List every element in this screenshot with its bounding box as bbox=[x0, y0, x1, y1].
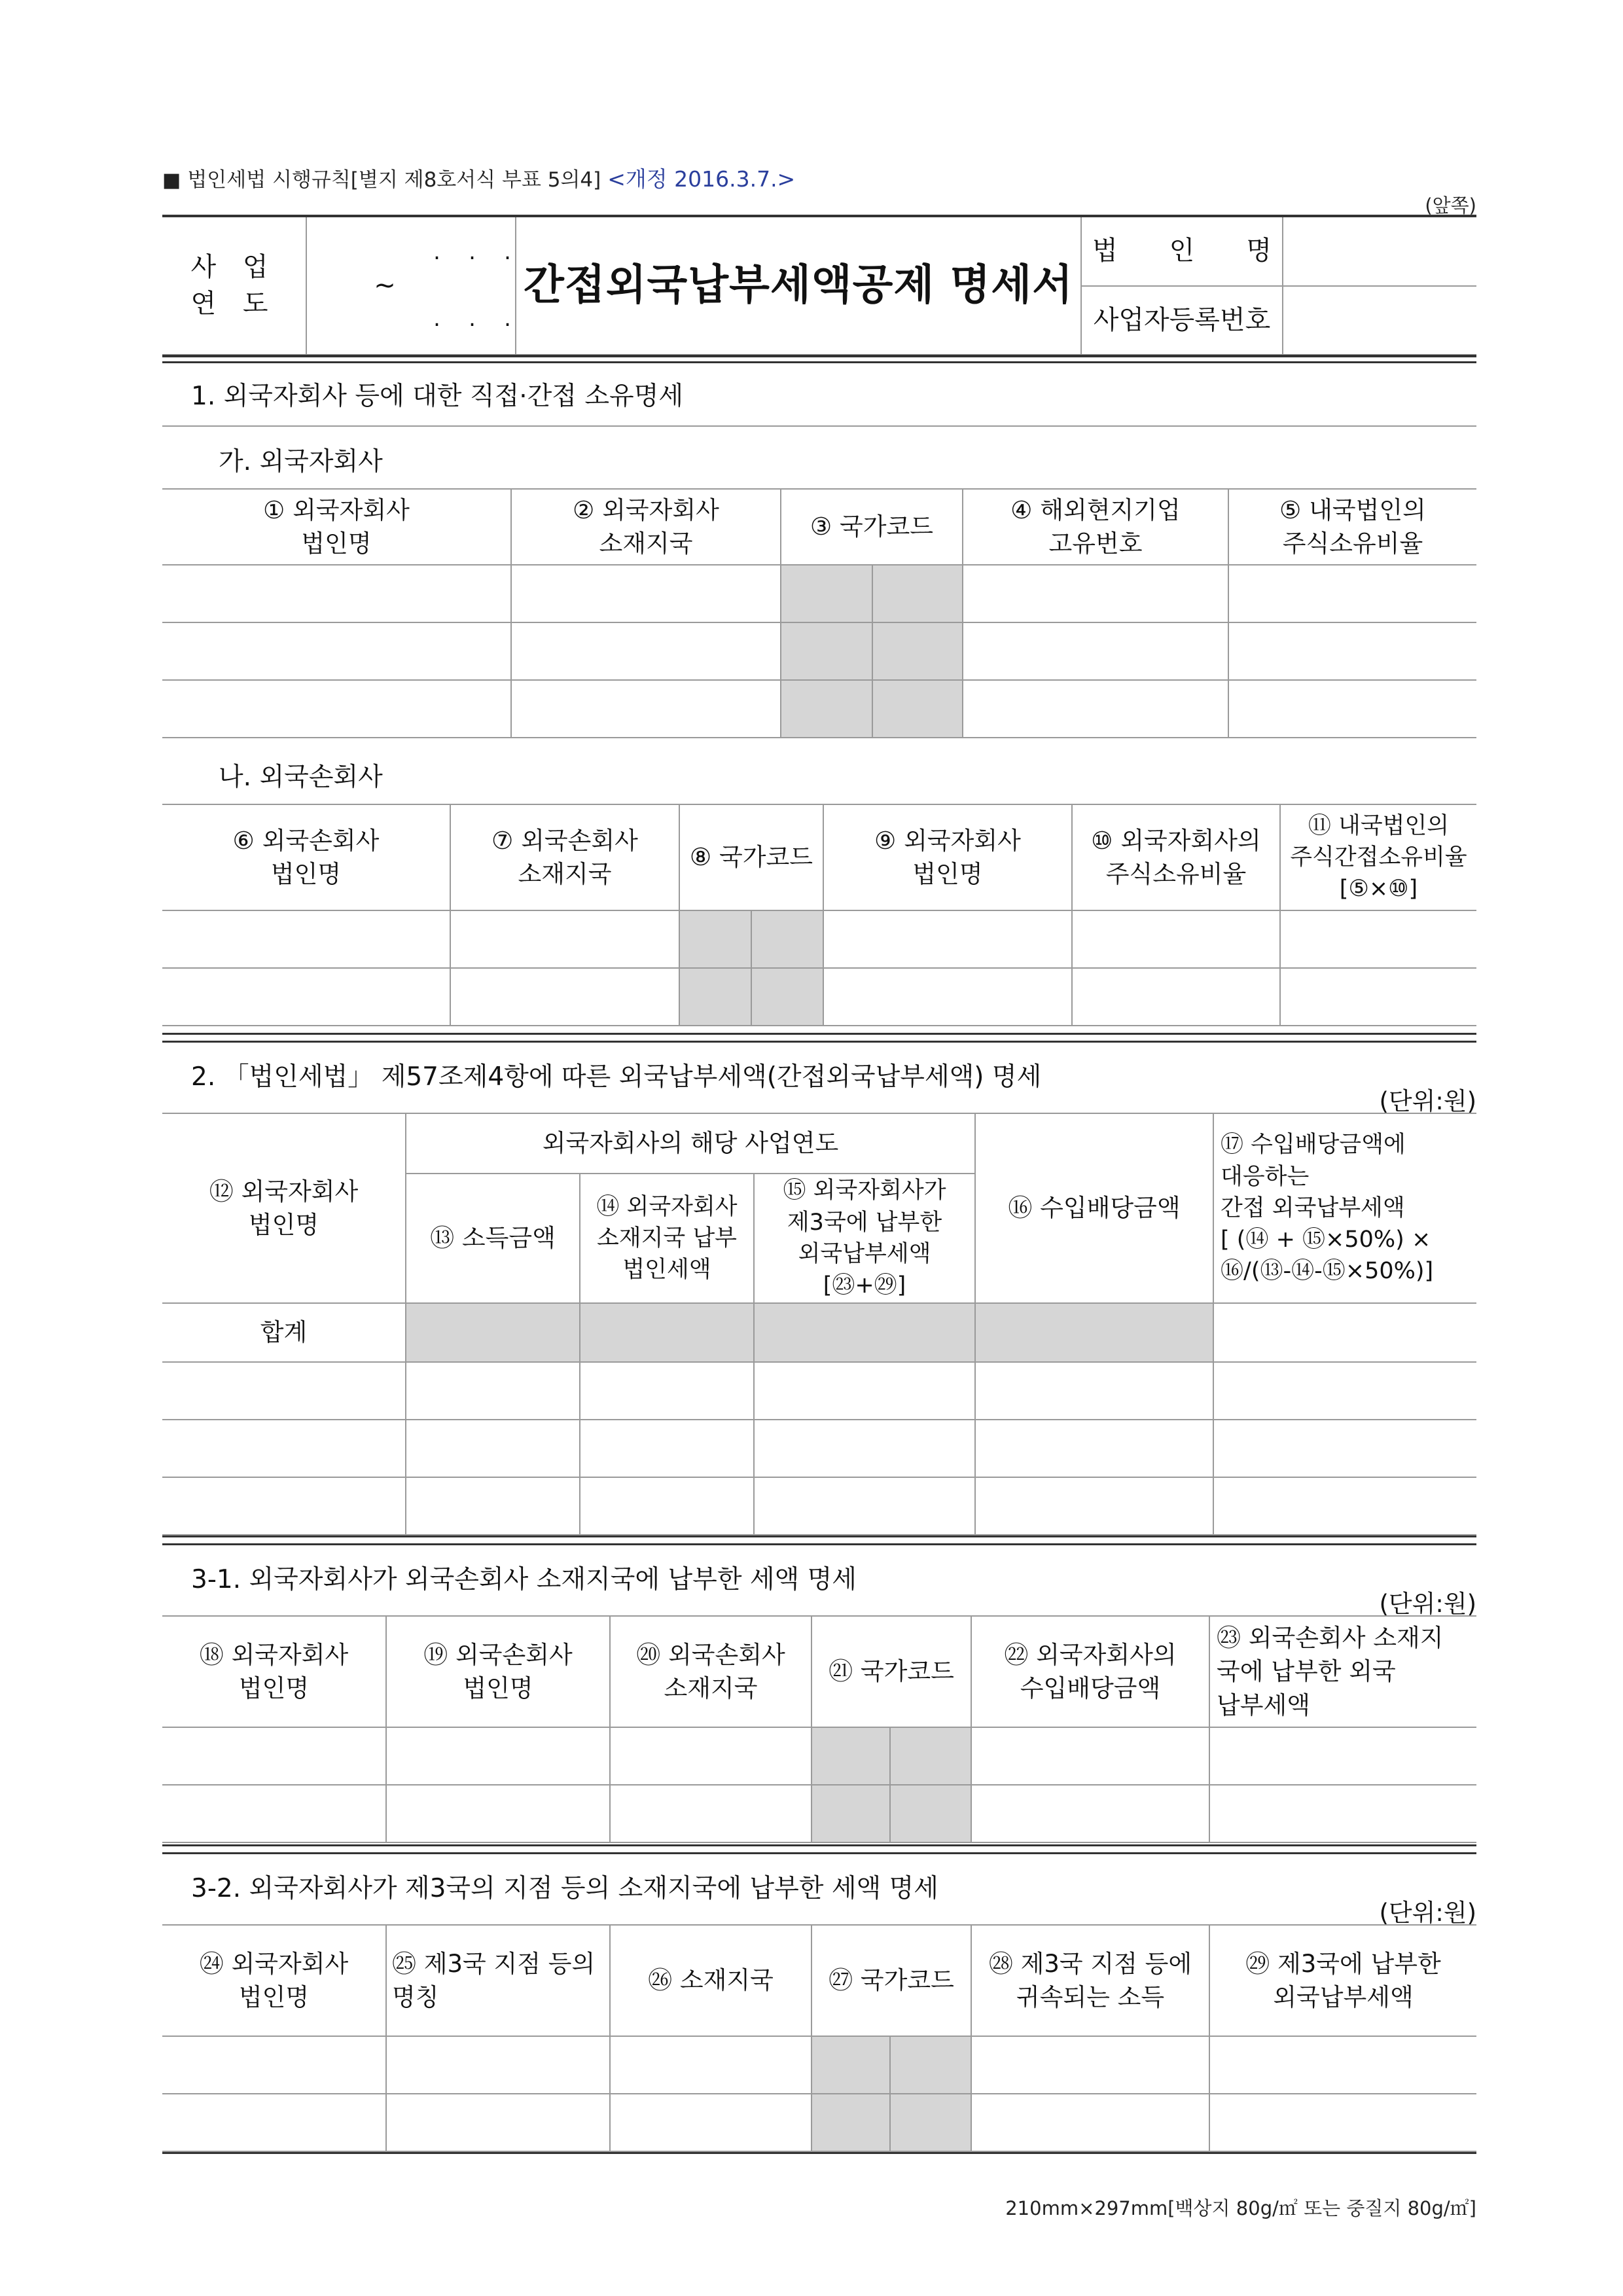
table-cell[interactable] bbox=[610, 1727, 812, 1785]
col25-header bbox=[386, 1925, 610, 2036]
col10-header bbox=[1072, 804, 1280, 910]
col11-header bbox=[1280, 804, 1476, 910]
country-code-cell[interactable] bbox=[872, 680, 963, 738]
total-cell[interactable] bbox=[975, 1303, 1213, 1362]
table-cell[interactable] bbox=[511, 565, 781, 622]
col28-label: ㉘ 제3국 지점 등에 귀속되는 소득 bbox=[988, 1949, 1192, 2011]
table-row bbox=[162, 2036, 1476, 2094]
country-code-cell[interactable] bbox=[781, 565, 872, 622]
country-code-cell[interactable] bbox=[812, 2036, 890, 2094]
col1-label: ① 외국자회사 법인명 bbox=[263, 495, 410, 558]
col19-header bbox=[386, 1616, 610, 1727]
table-row bbox=[162, 622, 1476, 680]
col20-label: ⑳ 외국손회사 소재지국 bbox=[636, 1640, 785, 1702]
table-cell[interactable] bbox=[1209, 1727, 1476, 1785]
table-cell[interactable] bbox=[971, 1727, 1209, 1785]
table-cell[interactable] bbox=[754, 1477, 975, 1535]
foreign-grandchild-table bbox=[162, 804, 1476, 1026]
country-code-cell[interactable] bbox=[751, 910, 823, 968]
col4-label: ④ 해외현지기업 고유번호 bbox=[1010, 495, 1181, 558]
table-cell[interactable] bbox=[162, 968, 450, 1026]
col1-header bbox=[162, 489, 511, 565]
table-cell[interactable] bbox=[162, 1362, 406, 1420]
col21-header bbox=[812, 1616, 971, 1727]
col26-label: ㉖ 소재지국 bbox=[648, 1966, 774, 1995]
table-cell[interactable] bbox=[1209, 2036, 1476, 2094]
col9-header bbox=[823, 804, 1072, 910]
period-tilde: ~ bbox=[374, 270, 396, 300]
period-label-line2: 연 도 bbox=[190, 288, 277, 319]
country-code-cell[interactable] bbox=[679, 910, 751, 968]
table-cell[interactable] bbox=[162, 1785, 386, 1842]
table-cell[interactable] bbox=[580, 1420, 754, 1477]
table-cell[interactable] bbox=[386, 2094, 610, 2151]
table-cell[interactable] bbox=[162, 1477, 406, 1535]
table-cell[interactable] bbox=[162, 2036, 386, 2094]
col14-header bbox=[580, 1174, 754, 1303]
col29-header bbox=[1209, 1925, 1476, 2036]
col23-label: ㉓ 외국손회사 소재지 국에 납부한 외국 납부세액 bbox=[1217, 1624, 1444, 1719]
section-divider bbox=[162, 1033, 1476, 1035]
table-cell[interactable] bbox=[610, 1785, 812, 1842]
table-cell[interactable] bbox=[386, 1727, 610, 1785]
paper-spec: 210mm×297mm[백상지 80g/㎡ 또는 중질지 80g/㎡] bbox=[1005, 2197, 1476, 2219]
total-cell[interactable] bbox=[1213, 1303, 1476, 1362]
table-row bbox=[162, 910, 1476, 968]
section-divider bbox=[162, 1535, 1476, 1537]
table-cell[interactable] bbox=[971, 2094, 1209, 2151]
table-cell[interactable] bbox=[1228, 680, 1476, 738]
square-bullet-icon: ■ bbox=[162, 169, 181, 192]
revision-note: <개정 2016.3.7.> bbox=[607, 166, 796, 192]
country-code-cell[interactable] bbox=[812, 1727, 890, 1785]
period-to: . . . bbox=[433, 306, 511, 332]
section2-title: 2. 「법인세법」 제57조제4항에 따른 외국납부세액(간접외국납부세액) 명세 bbox=[191, 1062, 1042, 1092]
col3-label: ③ 국가코드 bbox=[810, 512, 933, 541]
table-cell[interactable] bbox=[450, 968, 679, 1026]
table-cell[interactable] bbox=[162, 1727, 386, 1785]
business-year-period[interactable] bbox=[306, 217, 516, 355]
col22-label: ㉒ 외국자회사의 수입배당금액 bbox=[1004, 1640, 1177, 1702]
col10-label: ⑩ 외국자회사의 주식소유비율 bbox=[1091, 826, 1261, 888]
col7-header bbox=[450, 804, 679, 910]
col12-label: ⑫ 외국자회사 법인명 bbox=[209, 1177, 359, 1239]
col15-header bbox=[754, 1174, 975, 1303]
section1-sub-a-title: 가. 외국자회사 bbox=[219, 447, 383, 476]
table-cell[interactable] bbox=[754, 1362, 975, 1420]
col12-header bbox=[162, 1113, 406, 1303]
total-label: 합계 bbox=[162, 1303, 406, 1362]
business-year-label bbox=[162, 217, 306, 355]
table-cell[interactable] bbox=[610, 2036, 812, 2094]
country-code-cell[interactable] bbox=[890, 2094, 971, 2151]
legal-basis-line bbox=[162, 162, 795, 193]
country-code-cell[interactable] bbox=[812, 2094, 890, 2151]
legal-basis: 법인세법 시행규칙[별지 제8호서식 부표 5의4] bbox=[187, 168, 601, 192]
table-cell[interactable] bbox=[1280, 910, 1476, 968]
section-divider-double bbox=[162, 1041, 1476, 1043]
table-cell[interactable] bbox=[162, 622, 511, 680]
section32-title: 3-2. 외국자회사가 제3국의 지점 등의 소재지국에 납부한 세액 명세 bbox=[191, 1874, 938, 1903]
header-divider-double bbox=[162, 361, 1476, 363]
country-code-cell[interactable] bbox=[751, 968, 823, 1026]
table-row bbox=[162, 1727, 1476, 1785]
col16-header bbox=[975, 1113, 1213, 1303]
table-row bbox=[162, 1785, 1476, 1842]
table-cell[interactable] bbox=[754, 1420, 975, 1477]
country-code-cell[interactable] bbox=[890, 2036, 971, 2094]
table-cell[interactable] bbox=[1228, 565, 1476, 622]
col6-header bbox=[162, 804, 450, 910]
section32-unit: (단위:원) bbox=[1379, 1899, 1476, 1927]
country-code-cell[interactable] bbox=[781, 680, 872, 738]
col16-label: ⑯ 수입배당금액 bbox=[1008, 1194, 1181, 1223]
col9-label: ⑨ 외국자회사 법인명 bbox=[874, 826, 1021, 888]
table-cell[interactable] bbox=[975, 1362, 1213, 1420]
col13-header bbox=[406, 1174, 580, 1303]
table-cell[interactable] bbox=[580, 1362, 754, 1420]
country-code-cell[interactable] bbox=[812, 1785, 890, 1842]
country-code-cell[interactable] bbox=[890, 1785, 971, 1842]
col27-label: ㉗ 국가코드 bbox=[829, 1966, 954, 1995]
table-cell[interactable] bbox=[971, 2036, 1209, 2094]
group-header: 외국자회사의 해당 사업연도 bbox=[406, 1113, 975, 1174]
total-cell[interactable] bbox=[580, 1303, 754, 1362]
col5-label: ⑤ 내국법인의 주식소유비율 bbox=[1279, 495, 1426, 558]
table-row bbox=[162, 1420, 1476, 1477]
form-title: 간접외국납부세액공제 명세서 bbox=[516, 217, 1081, 355]
table-cell[interactable] bbox=[1072, 968, 1280, 1026]
table-row bbox=[162, 565, 1476, 622]
table-cell[interactable] bbox=[580, 1477, 754, 1535]
table-cell[interactable] bbox=[406, 1477, 580, 1535]
table-cell[interactable] bbox=[610, 2094, 812, 2151]
section31-title: 3-1. 외국자회사가 외국손회사 소재지국에 납부한 세액 명세 bbox=[191, 1565, 857, 1594]
table-cell[interactable] bbox=[1280, 968, 1476, 1026]
col8-label: ⑧ 국가코드 bbox=[690, 843, 813, 872]
col11-label: ⑪ 내국법인의 주식간접소유비율 [⑤×⑩] bbox=[1290, 812, 1467, 903]
table-row bbox=[162, 680, 1476, 738]
table-cell[interactable] bbox=[963, 565, 1228, 622]
col23-header bbox=[1209, 1616, 1476, 1727]
col29-label: ㉙ 제3국에 납부한 외국납부세액 bbox=[1245, 1949, 1441, 2011]
country-code-cell[interactable] bbox=[872, 622, 963, 680]
section-divider-double bbox=[162, 1543, 1476, 1545]
col15-label: ⑮ 외국자회사가 제3국에 납부한 외국납부세액 [㉓+㉙] bbox=[783, 1177, 946, 1299]
table-cell[interactable] bbox=[450, 910, 679, 968]
table-cell[interactable] bbox=[823, 968, 1072, 1026]
table-cell[interactable] bbox=[963, 622, 1228, 680]
section-divider bbox=[162, 1844, 1476, 1846]
grandchild-country-tax-table bbox=[162, 1615, 1476, 1843]
table-cell[interactable] bbox=[162, 910, 450, 968]
col17-label: ⑰ 수입배당금액에 대응하는 간접 외국납부세액 [ (⑭ + ⑮×50%) × ⑯/(⑬-⑭-⑮×50%)] bbox=[1221, 1132, 1434, 1285]
table-cell[interactable] bbox=[1213, 1362, 1476, 1420]
table-cell[interactable] bbox=[162, 1420, 406, 1477]
total-cell[interactable] bbox=[406, 1303, 580, 1362]
table-cell[interactable] bbox=[162, 2094, 386, 2151]
table-cell[interactable] bbox=[386, 1785, 610, 1842]
table-cell[interactable] bbox=[1228, 622, 1476, 680]
country-code-cell[interactable] bbox=[872, 565, 963, 622]
country-code-cell[interactable] bbox=[781, 622, 872, 680]
col14-label: ⑭ 외국자회사 소재지국 납부 법인세액 bbox=[596, 1193, 738, 1283]
col26-header bbox=[610, 1925, 812, 2036]
table-cell[interactable] bbox=[975, 1477, 1213, 1535]
table-row bbox=[162, 1477, 1476, 1535]
table-cell[interactable] bbox=[1209, 2094, 1476, 2151]
col27-header bbox=[812, 1925, 971, 2036]
table-cell[interactable] bbox=[511, 622, 781, 680]
corp-name-field[interactable] bbox=[1283, 217, 1476, 286]
third-country-tax-table bbox=[162, 1924, 1476, 2152]
col24-header bbox=[162, 1925, 386, 2036]
col22-header bbox=[971, 1616, 1209, 1727]
table-cell[interactable] bbox=[162, 565, 511, 622]
section31-unit: (단위:원) bbox=[1379, 1590, 1476, 1618]
table-cell[interactable] bbox=[975, 1420, 1213, 1477]
col20-header bbox=[610, 1616, 812, 1727]
col25-label: ㉕ 제3국 지점 등의 명칭 bbox=[392, 1949, 596, 2011]
table-cell[interactable] bbox=[1209, 1785, 1476, 1842]
table-cell[interactable] bbox=[1213, 1477, 1476, 1535]
biz-reg-number-field[interactable] bbox=[1283, 286, 1476, 355]
table-cell[interactable] bbox=[162, 680, 511, 738]
table-cell[interactable] bbox=[511, 680, 781, 738]
table-row bbox=[162, 2094, 1476, 2151]
header-table bbox=[162, 217, 1476, 355]
table-cell[interactable] bbox=[823, 910, 1072, 968]
col21-label: ㉑ 국가코드 bbox=[829, 1657, 954, 1686]
table-cell[interactable] bbox=[971, 1785, 1209, 1842]
col24-label: ㉔ 외국자회사 법인명 bbox=[199, 1949, 349, 2011]
col4-header bbox=[963, 489, 1228, 565]
corp-name-label: 법 인 명 bbox=[1081, 217, 1283, 286]
table-cell[interactable] bbox=[1072, 910, 1280, 968]
col6-label: ⑥ 외국손회사 법인명 bbox=[232, 826, 380, 888]
section1-title-rule bbox=[162, 425, 1476, 427]
section-divider-double bbox=[162, 1852, 1476, 1854]
section2-unit: (단위:원) bbox=[1379, 1087, 1476, 1115]
section1-title: 1. 외국자회사 등에 대한 직접·간접 소유명세 bbox=[191, 382, 684, 411]
form-bottom-rule bbox=[162, 2152, 1476, 2154]
col18-header bbox=[162, 1616, 386, 1727]
period-from: . . . bbox=[433, 239, 511, 265]
col8-header bbox=[679, 804, 823, 910]
foreign-subsidiary-table bbox=[162, 488, 1476, 738]
table-cell[interactable] bbox=[963, 680, 1228, 738]
table-row bbox=[162, 1362, 1476, 1420]
col18-label: ⑱ 외국자회사 법인명 bbox=[199, 1640, 349, 1702]
col2-header bbox=[511, 489, 781, 565]
col2-label: ② 외국자회사 소재지국 bbox=[573, 495, 719, 558]
front-page-label: (앞쪽) bbox=[1425, 194, 1476, 217]
total-cell[interactable] bbox=[754, 1303, 975, 1362]
col5-header bbox=[1228, 489, 1476, 565]
table-cell[interactable] bbox=[386, 2036, 610, 2094]
total-row bbox=[162, 1303, 1476, 1362]
section1-sub-b-title: 나. 외국손회사 bbox=[219, 762, 383, 792]
table-row bbox=[162, 968, 1476, 1026]
col13-label: ⑬ 소득금액 bbox=[430, 1224, 556, 1253]
country-code-cell[interactable] bbox=[679, 968, 751, 1026]
country-code-cell[interactable] bbox=[890, 1727, 971, 1785]
period-label-line1: 사 업 bbox=[190, 252, 277, 283]
biz-reg-number-label: 사업자등록번호 bbox=[1081, 286, 1283, 355]
table-cell[interactable] bbox=[406, 1362, 580, 1420]
header-divider bbox=[162, 355, 1476, 357]
col28-header bbox=[971, 1925, 1209, 2036]
col3-header bbox=[781, 489, 963, 565]
col17-header bbox=[1213, 1113, 1476, 1303]
col7-label: ⑦ 외국손회사 소재지국 bbox=[491, 826, 638, 888]
table-cell[interactable] bbox=[1213, 1420, 1476, 1477]
form-header bbox=[162, 215, 1476, 357]
col19-label: ⑲ 외국손회사 법인명 bbox=[423, 1640, 573, 1702]
indirect-tax-table bbox=[162, 1113, 1476, 1535]
table-cell[interactable] bbox=[406, 1420, 580, 1477]
